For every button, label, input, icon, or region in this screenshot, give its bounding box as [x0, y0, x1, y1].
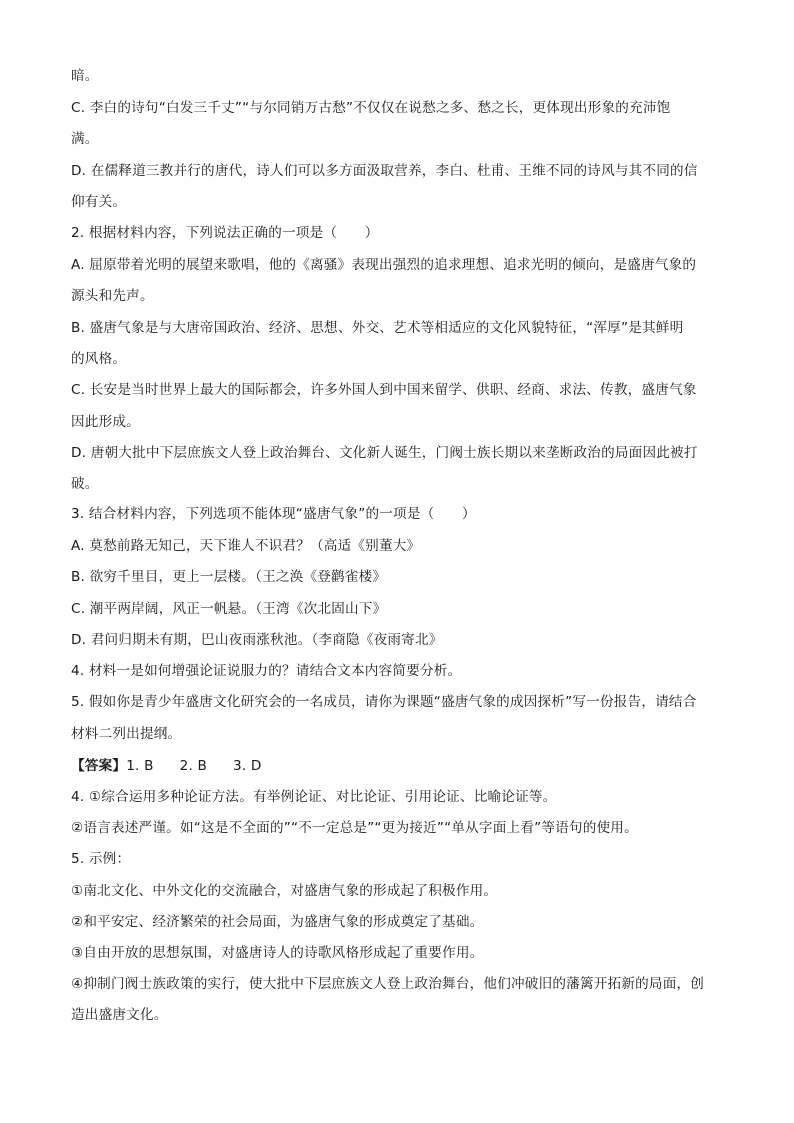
text-line: D. 君问归期未有期，巴山夜雨涨秋池。（李商隐《夜雨寄北》: [71, 632, 443, 648]
text-line: 5. 示例：: [71, 851, 131, 867]
text-line: ③自由开放的思想氛围，对盛唐诗人的诗歌风格形成起了重要作用。: [71, 945, 484, 961]
text-line: C. 潮平两岸阔，风正一帆悬。（王湾《次北固山下》: [71, 601, 387, 617]
text-line: 暗。: [71, 68, 99, 84]
text-line: 仰有关。: [71, 194, 127, 210]
text-line: B. 盛唐气象是与大唐帝国政治、经济、思想、外交、艺术等相适应的文化风貌特征，“浑厚”是其鲜明: [71, 320, 684, 336]
text-line: 造出盛唐文化。: [71, 1007, 168, 1023]
answer-line: [71, 756, 731, 776]
text-line: A. 屈原带着光明的展望来歌唱，他的《离骚》表现出强烈的追求理想、追求光明的倾向，是盛唐气象的: [71, 257, 697, 273]
text-line: ④抑制门阀士族政策的实行，使大批中下层庶族文人登上政治舞台，他们冲破旧的藩篱开拓新的局面，创: [71, 976, 705, 992]
answer-item: 3. D: [233, 758, 262, 774]
text-line: 满。: [71, 131, 99, 147]
text-line: A. 莫愁前路无知己，天下谁人不识君？（高适《别董大》: [71, 538, 421, 554]
answer-item: 1. B: [126, 758, 154, 774]
text-line: D. 在儒释道三教并行的唐代，诗人们可以多方面汲取营养，李白、杜甫、王维不同的诗风与其不同的信: [71, 163, 698, 179]
text-line: 源头和先声。: [71, 288, 154, 304]
question-4-stem: 4. 材料一是如何增强论证说服力的？请结合文本内容简要分析。: [71, 663, 462, 679]
question-5-stem: 5. 假如你是青少年盛唐文化研究会的一名成员，请你为课题“盛唐气象的成因探析”写一份报告，请结合: [71, 694, 697, 710]
text-line: 的风格。: [71, 351, 127, 367]
answer-item: 2. B: [179, 758, 208, 774]
text-line: 因此形成。: [71, 414, 140, 430]
text-line: ②和平安定、经济繁荣的社会局面，为盛唐气象的形成奠定了基础。: [71, 914, 484, 930]
text-line: B. 欲穷千里目，更上一层楼。（王之涣《登鹳雀楼》: [71, 569, 387, 585]
text-line: 材料二列出提纲。: [71, 726, 182, 742]
text-line: 4. ①综合运用多种论证方法。有举例论证、对比论证、引用论证、比喻论证等。: [71, 789, 557, 805]
question-3-stem: 3. 结合材料内容，下列选项不能体现“盛唐气象”的一项是（ ）: [71, 506, 476, 522]
text-line: ②语言表述严谨。如“这是不全面的”“不一定总是”“更为接近”“单从字面上看”等语句的使用。: [71, 820, 638, 836]
text-line: D. 唐朝大批中下层庶族文人登上政治舞台、文化新人诞生，门阀士族长期以来垄断政治的局面因此被打: [71, 445, 698, 461]
text-line: C. 李白的诗句“白发三千丈”“与尔同销万古愁”不仅仅在说愁之多、愁之长，更体现出形象的充沛饱: [71, 100, 671, 116]
text-line: C. 长安是当时世界上最大的国际都会，许多外国人到中国来留学、供职、经商、求法、传教，盛唐气象: [71, 382, 697, 398]
answer-tag: 【答案】: [71, 758, 127, 774]
text-line: 破。: [71, 476, 99, 492]
text-line: ①南北文化、中外文化的交流融合，对盛唐气象的形成起了积极作用。: [71, 883, 498, 899]
question-2-stem: 2. 根据材料内容，下列说法正确的一项是（ ）: [71, 225, 379, 241]
